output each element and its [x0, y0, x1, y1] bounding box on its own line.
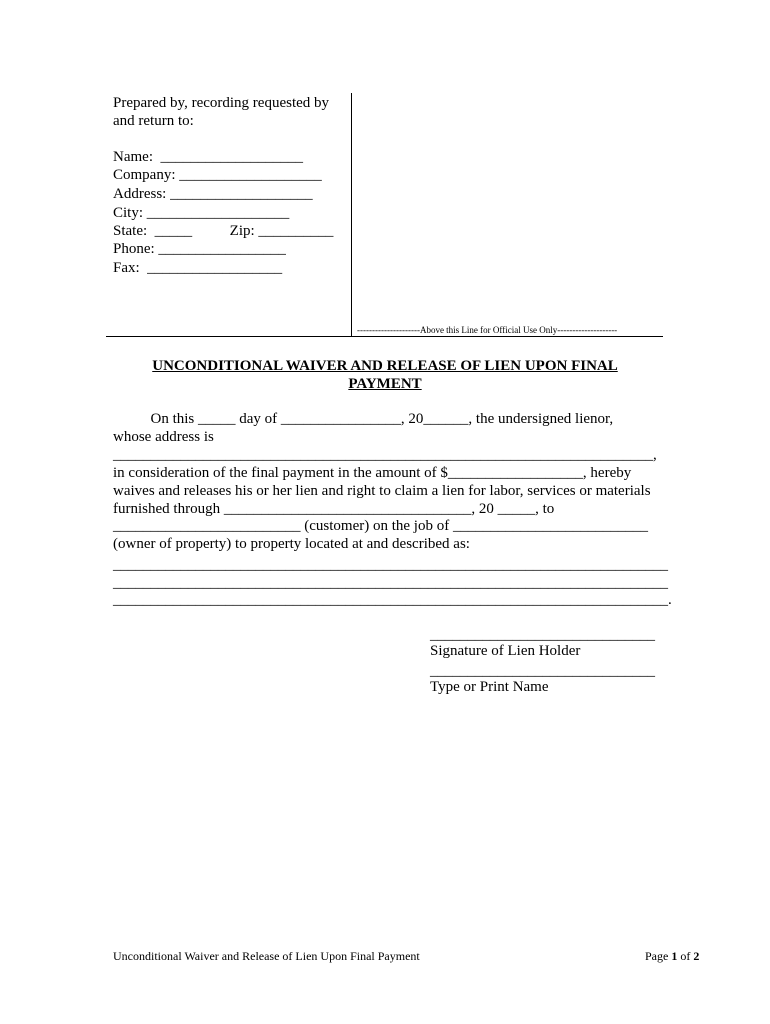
page-prefix: Page: [645, 949, 672, 963]
prepared-by-line-1: Prepared by, recording requested by: [113, 95, 330, 111]
fax-field[interactable]: Fax: __________________: [113, 260, 283, 276]
signature-line[interactable]: ______________________________: [430, 627, 655, 643]
official-use-divider: [106, 336, 663, 337]
document-title-line-1: UNCONDITIONAL WAIVER AND RELEASE OF LIEN UPON FINAL: [152, 358, 618, 374]
body-line-4: in consideration of the final payment in the amount of $__________________, hereby: [113, 465, 632, 481]
body-line-8: (owner of property) to property located at and described as:: [113, 536, 470, 552]
page-number: [645, 949, 699, 963]
state-zip-field[interactable]: State: _____ Zip: __________: [113, 223, 334, 239]
body-line-1: On this _____ day of ________________, 20______, the undersigned lienor,: [113, 411, 614, 427]
company-field[interactable]: Company: ___________________: [113, 167, 322, 183]
prepared-by-line-2: and return to:: [113, 113, 194, 129]
page-of: of: [677, 949, 694, 963]
body-line-2: whose address is: [113, 429, 214, 445]
footer-title: Unconditional Waiver and Release of Lien Upon Final Payment: [113, 949, 420, 963]
print-name-line[interactable]: ______________________________: [430, 663, 655, 679]
address-blank[interactable]: ________________________________________________________________________,: [113, 447, 657, 463]
city-field[interactable]: City: ___________________: [113, 205, 290, 221]
body-line-6: furnished through _________________________________, 20 _____, to: [113, 501, 555, 517]
body-line-7: _________________________ (customer) on the job of __________________________: [113, 518, 648, 534]
signature-label: Signature of Lien Holder: [430, 643, 581, 659]
body-line-5: waives and releases his or her lien and right to claim a lien for labor, services or materials: [113, 483, 651, 499]
property-description-blank-2[interactable]: __________________________________________________________________________: [113, 575, 668, 591]
document-title-line-2: PAYMENT: [348, 376, 422, 392]
official-use-note: ---------------------Above this Line for Official Use Only--------------------: [357, 325, 618, 335]
header-vertical-divider: [351, 93, 352, 336]
name-field[interactable]: Name: ___________________: [113, 149, 303, 165]
property-description-blank-3[interactable]: __________________________________________________________________________.: [113, 592, 672, 608]
address-field[interactable]: Address: ___________________: [113, 186, 313, 202]
print-name-label: Type or Print Name: [430, 679, 549, 695]
property-description-blank-1[interactable]: __________________________________________________________________________: [113, 557, 668, 573]
page-total: 2: [693, 949, 700, 963]
page-current: 1: [671, 949, 678, 963]
phone-field[interactable]: Phone: _________________: [113, 241, 286, 257]
